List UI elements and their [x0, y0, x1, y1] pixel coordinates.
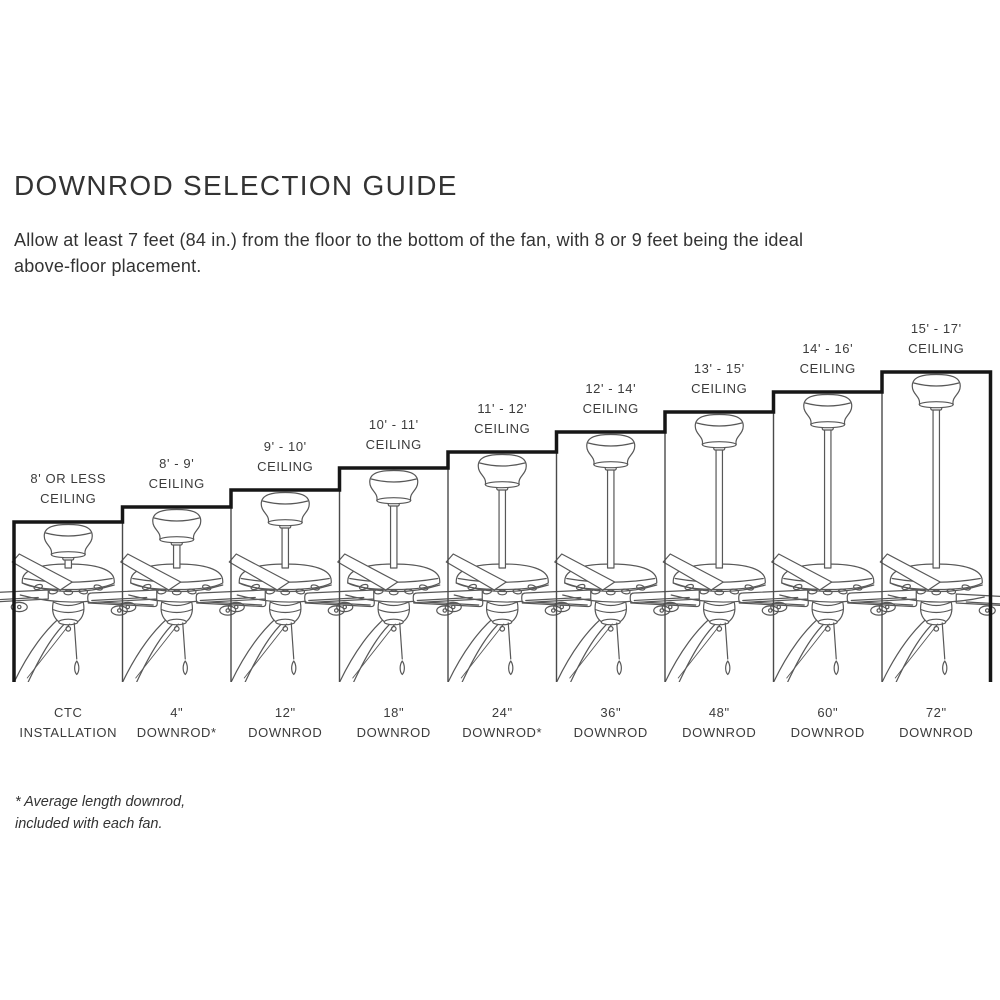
pull-chain-fob [943, 661, 947, 675]
pull-chain [400, 623, 403, 659]
ceiling-word: CEILING [474, 421, 531, 436]
pull-chain [183, 623, 186, 659]
downrod-word: DOWNROD [573, 725, 648, 740]
ceiling-word: CEILING [40, 491, 97, 506]
ceiling-range: 15' - 17' [910, 321, 962, 336]
page-title: DOWNROD SELECTION GUIDE [14, 170, 458, 201]
fan-downrod [391, 501, 397, 568]
ceiling-range: 12' - 14' [585, 381, 637, 396]
pull-chain [725, 623, 728, 659]
downrod-word: DOWNROD [899, 725, 974, 740]
pull-chain-fob [726, 661, 730, 675]
footnote [15, 791, 185, 835]
fan-canopy [261, 493, 309, 523]
ceiling-range: 13' - 15' [693, 361, 745, 376]
ceiling-word: CEILING [691, 381, 748, 396]
downrod-word: INSTALLATION [19, 725, 118, 740]
ceiling-fan-illustration [305, 471, 483, 685]
fan-downrod [499, 485, 505, 568]
ceiling-fan-illustration [739, 395, 917, 685]
pull-chain-fob [292, 661, 296, 675]
downrod-size: 72" [925, 705, 947, 720]
downrod-word: DOWNROD [682, 725, 757, 740]
fan-canopy [44, 525, 92, 555]
fan-downrod [282, 523, 288, 568]
pull-chain-fob [509, 661, 513, 675]
fan-canopy [587, 435, 635, 465]
footnote-line-1: * Average length downrod, [15, 794, 186, 810]
subtitle-line-2: above-floor placement. [14, 256, 202, 276]
subtitle-line-1: Allow at least 7 feet (84 in.) from the floor to the bottom of the fan, with 8 or 9 feet being the ideal [14, 230, 804, 250]
pull-chain-fob [834, 661, 838, 675]
fan-canopy [912, 375, 960, 405]
footnote-line-2: included with each fan. [15, 816, 163, 832]
fan-canopy [478, 455, 526, 485]
fan-canopy [804, 395, 852, 425]
fan-downrod [933, 405, 939, 568]
fan-downrod [825, 425, 831, 568]
ceiling-word: CEILING [908, 341, 965, 356]
pull-chain [942, 623, 945, 659]
ceiling-fan-illustration [196, 493, 374, 685]
pull-chain-fob [75, 661, 79, 675]
downrod-size: 12" [274, 705, 296, 720]
downrod-size: CTC [53, 705, 83, 720]
downrod-word: DOWNROD [790, 725, 865, 740]
fan-canopy [695, 415, 743, 445]
ceiling-range: 10' - 11' [368, 417, 419, 432]
pull-chain [834, 623, 837, 659]
fan-downrod [608, 465, 614, 568]
pull-chain [291, 623, 294, 659]
downrod-word: DOWNROD* [462, 725, 543, 740]
downrod-size: 48" [708, 705, 730, 720]
downrod-size: 4" [170, 705, 184, 720]
ceiling-range: 8' OR LESS [30, 471, 107, 486]
ceiling-range: 14' - 16' [802, 341, 854, 356]
pull-chain [74, 623, 77, 659]
ceiling-word: CEILING [148, 476, 205, 491]
pull-chain [508, 623, 511, 659]
downrod-size-label [861, 703, 1000, 743]
ceiling-word: CEILING [799, 361, 856, 376]
ceiling-fan-illustration [413, 455, 591, 685]
pull-chain-fob [183, 661, 187, 675]
ceiling-word: CEILING [365, 437, 422, 452]
downrod-word: DOWNROD [248, 725, 323, 740]
ceiling-range: 11' - 12' [477, 401, 528, 416]
fan-canopy [370, 471, 418, 501]
downrod-size: 36" [600, 705, 622, 720]
fan-canopy [153, 510, 201, 540]
downrod-size: 60" [817, 705, 839, 720]
ceiling-fan-illustration [630, 415, 808, 685]
ceiling-range: 8' - 9' [159, 456, 195, 471]
pull-chain-fob [617, 661, 621, 675]
downrod-word: DOWNROD* [136, 725, 217, 740]
downrod-size: 24" [491, 705, 513, 720]
downrod-size: 18" [383, 705, 405, 720]
pull-chain [617, 623, 620, 659]
ceiling-height-label [861, 319, 1000, 359]
pull-chain-fob [400, 661, 404, 675]
downrod-word: DOWNROD [356, 725, 431, 740]
fan-downrod [716, 445, 722, 568]
ceiling-range: 9' - 10' [263, 439, 307, 454]
ceiling-word: CEILING [582, 401, 639, 416]
ceiling-fan-illustration [847, 375, 1000, 685]
ceiling-word: CEILING [257, 459, 314, 474]
